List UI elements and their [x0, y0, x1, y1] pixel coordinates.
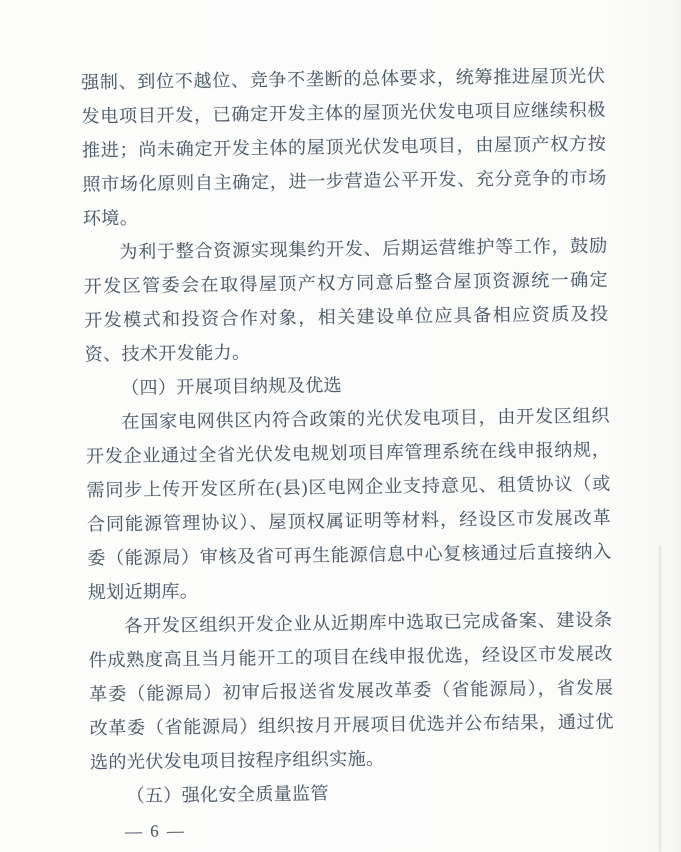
- document-body: [81, 59, 615, 843]
- scan-edge-artifact: [659, 545, 661, 852]
- text-line: 为利于整合资源实现集约开发、后期运营维护等工作，鼓励: [119, 235, 608, 262]
- text-line: 开发模式和投资合作对象，相关建设单位应具备相应资质及投: [84, 303, 609, 331]
- text-line: 需同步上传开发区所在(县)区电网企业支持意见、租赁协议（或: [86, 473, 611, 501]
- text-line: 开发区管委会在取得屋顶产权方同意后整合屋顶资源统一确定: [83, 269, 608, 297]
- text-line: 资、技术开发能力。: [84, 342, 251, 365]
- text-line: 推进；尚未确定开发主体的屋顶光伏发电项目，由屋顶产权方按: [81, 133, 607, 161]
- text-line: 委（能源局）审核及省可再生能源信息中心复核通过后直接纳入: [87, 541, 612, 569]
- text-line: 照市场化原则自主确定，进一步营造公平开发、充分竞争的市场: [82, 167, 607, 195]
- text-line: 环境。: [82, 207, 139, 229]
- text-line: 强制、到位不越位、竞争不垄断的总体要求，统筹推进屋顶光伏: [81, 65, 606, 93]
- text-line: 发电项目开发，已确定开发主体的屋顶光伏发电项目应继续积极: [81, 99, 606, 127]
- text-line: 合同能源管理协议）、屋顶权属证明等材料，经设区市发展改革: [86, 507, 612, 535]
- text-line: 改革委（省能源局）组织按月开展项目优选并公布结果，通过优: [89, 711, 614, 739]
- section-heading: （五）强化安全质量监管: [126, 783, 330, 806]
- text-line: 件成熟度高且当月能开工的项目在线申报优选，经设区市发展改: [88, 643, 613, 671]
- text-line: 革委（能源局）初审后报送省发展改革委（省能源局），省发展: [89, 677, 614, 705]
- text-line: 各开发区组织开发企业从近期库中选取已完成备案、建设条: [124, 609, 613, 636]
- text-line: 规划近期库。: [87, 580, 199, 603]
- section-heading: （四）开展项目纳规及优选: [121, 375, 343, 398]
- text-line: 选的光伏发电项目按程序组织实施。: [89, 748, 385, 773]
- text-line: 在国家电网供区内符合政策的光伏发电项目，由开发区组织: [121, 405, 610, 432]
- page-number-footer: — 6 —: [124, 821, 187, 841]
- text-line: 开发企业通过全省光伏发电规划项目库管理系统在线申报纳规，: [85, 439, 611, 467]
